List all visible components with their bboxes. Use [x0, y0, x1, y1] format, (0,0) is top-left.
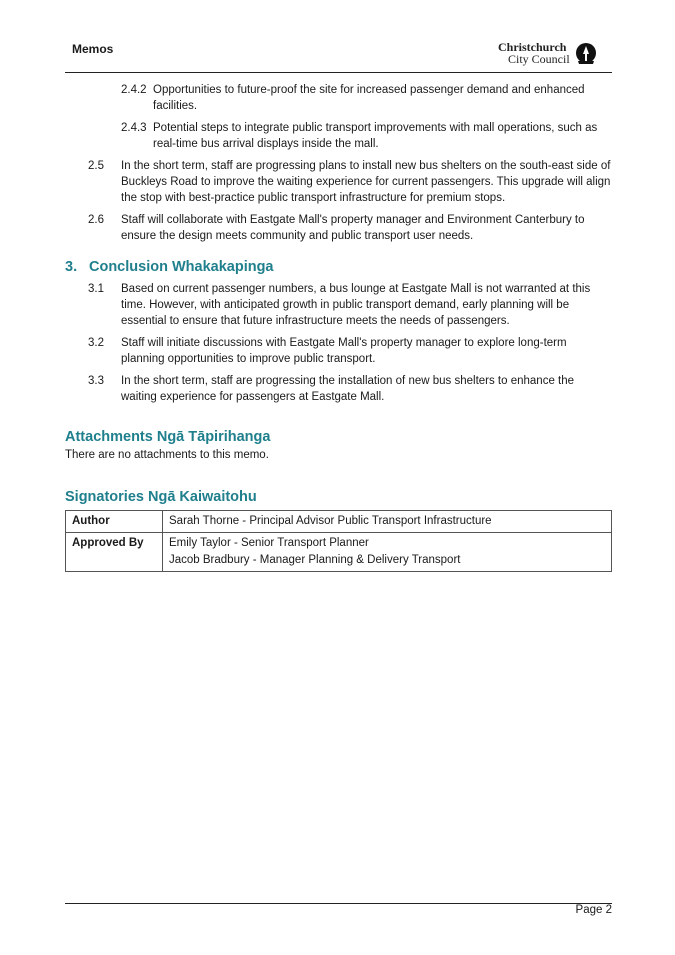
logo-line-1: Christchurch	[498, 40, 567, 54]
attachments-text: There are no attachments to this memo.	[65, 449, 269, 461]
item-text: Staff will collaborate with Eastgate Mall's property manager and Environment Canterbury to ensure the design meets community and public transport user needs.	[121, 214, 585, 242]
table-row	[66, 511, 612, 533]
list-item	[88, 335, 612, 367]
row-value	[163, 533, 612, 572]
table-row	[66, 533, 612, 572]
list-item	[88, 281, 612, 329]
row-value	[163, 511, 612, 533]
signatory-name: Jacob Bradbury - Manager Planning & Delivery Transport	[169, 554, 461, 566]
item-text: Based on current passenger numbers, a bus lounge at Eastgate Mall is not warranted at this time. However, with anticipated growth in public transport demand, early planning will be essential to ensure that future infrastructure meets the needs of passengers.	[121, 283, 591, 327]
list-item	[121, 120, 611, 152]
list-item	[88, 212, 612, 244]
signatory-name: Sarah Thorne - Principal Advisor Public Transport Infrastructure	[169, 515, 492, 527]
item-text: Potential steps to integrate public transport improvements with mall operations, such as real-time bus arrival displays inside the mall.	[153, 122, 598, 150]
item-number: 2.6	[88, 214, 104, 226]
signatories-title: Signatories Ngā Kaiwaitohu	[65, 489, 257, 505]
section-title: Conclusion Whakakapinga	[89, 259, 274, 275]
row-label: Author	[66, 511, 163, 533]
item-number: 2.4.3	[121, 122, 147, 134]
signatories-heading	[65, 488, 465, 506]
signatories-table	[65, 510, 612, 572]
row-label: Approved By	[66, 533, 163, 572]
logo-line-2: City Council	[508, 52, 570, 66]
item-number: 2.4.2	[121, 84, 147, 96]
item-text: Staff will initiate discussions with Eastgate Mall's property manager to explore long-term planning opportunities to improve public transport.	[121, 337, 567, 365]
footer-divider	[65, 903, 612, 904]
list-item	[121, 82, 611, 114]
item-text: Opportunities to future-proof the site for increased passenger demand and enhanced facilities.	[153, 84, 585, 112]
item-number: 2.5	[88, 160, 104, 172]
list-item	[88, 373, 612, 405]
attachments-heading	[65, 428, 465, 446]
list-item	[88, 158, 612, 206]
page-number: Page 2	[575, 904, 612, 916]
item-text: In the short term, staff are progressing the installation of new bus shelters to enhance the waiting experience for passengers at Eastgate Mall.	[121, 375, 575, 403]
item-number: 3.3	[88, 375, 104, 387]
header-divider	[65, 72, 612, 73]
item-text: In the short term, staff are progressing plans to install new bus shelters on the south-east side of Buckleys Road to improve the waiting experience for current passengers. This upgrade will align the stop with best-practice public transport infrastructure for premium stops.	[121, 160, 611, 204]
attachments-title: Attachments Ngā Tāpirihanga	[65, 429, 271, 445]
memo-header-title: Memos	[72, 42, 114, 56]
conclusion-heading	[65, 258, 465, 276]
cathedral-tree-logo-icon	[574, 42, 598, 66]
council-logo	[498, 41, 600, 69]
item-number: 3.2	[88, 337, 104, 349]
item-number: 3.1	[88, 283, 104, 295]
section-number: 3.	[65, 259, 78, 275]
signatory-name: Emily Taylor - Senior Transport Planner	[169, 537, 369, 549]
